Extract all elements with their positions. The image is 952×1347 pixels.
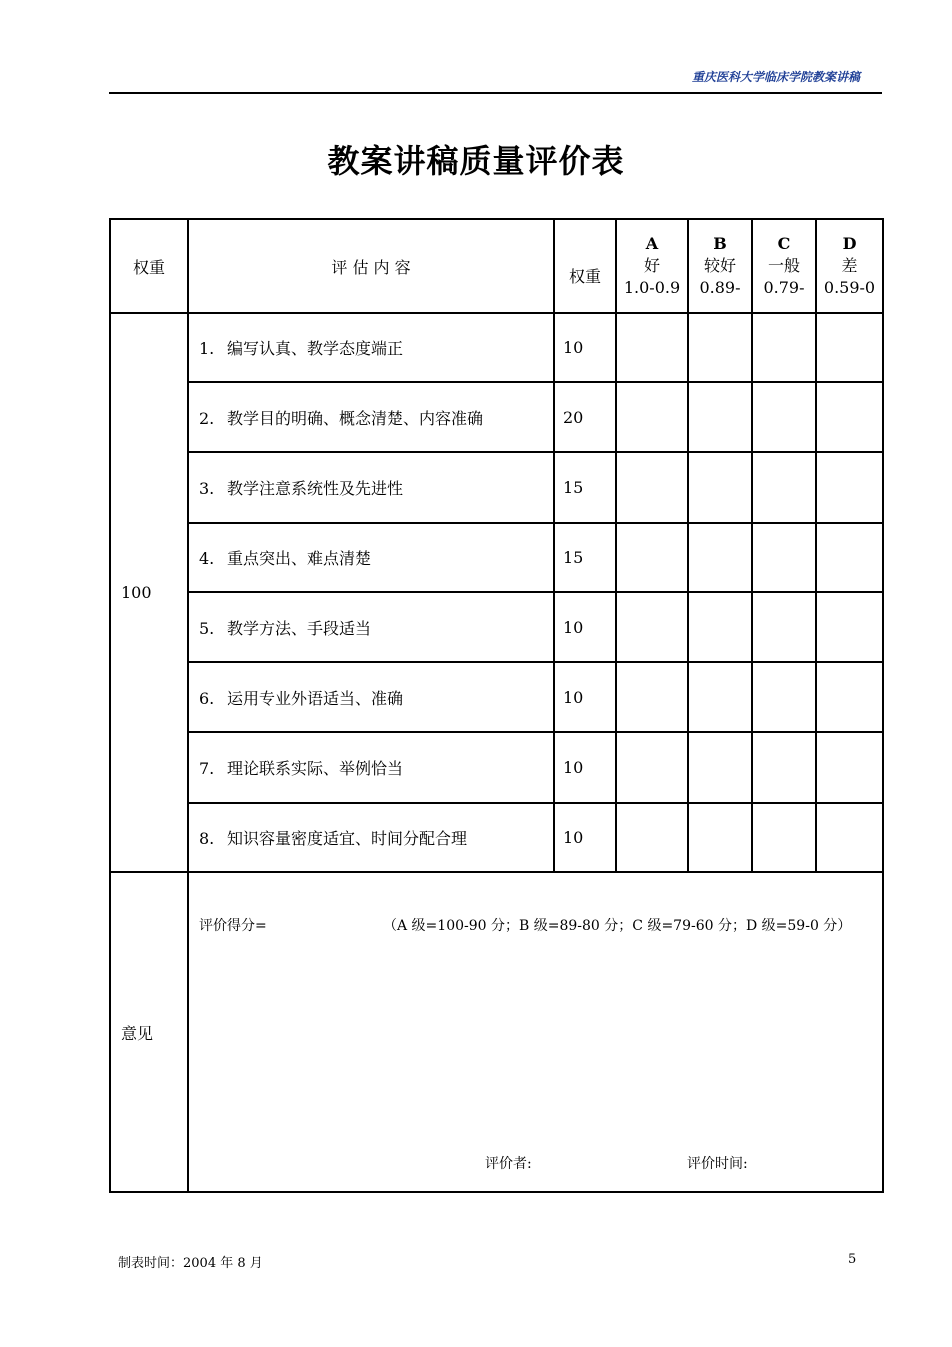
opinion-area[interactable] bbox=[188, 872, 883, 1192]
score-cell[interactable] bbox=[616, 382, 688, 452]
footer-date: 制表时间：2004 年 8 月 bbox=[118, 1256, 263, 1271]
score-cell[interactable] bbox=[616, 803, 688, 872]
score-cell[interactable] bbox=[752, 662, 816, 732]
score-cell[interactable] bbox=[616, 662, 688, 732]
score-cell[interactable] bbox=[688, 803, 752, 872]
score-label: 评价得分= bbox=[199, 918, 267, 934]
evaluation-table bbox=[109, 218, 884, 1193]
grade-d: D 差 0.59-0 bbox=[816, 219, 883, 313]
grade-scale-note: （A 级=100-90 分；B 级=89-80 分；C 级=79-60 分；D 级=59-0 分） bbox=[383, 918, 852, 934]
table-row bbox=[110, 592, 883, 662]
score-cell[interactable] bbox=[752, 803, 816, 872]
score-cell[interactable] bbox=[816, 803, 883, 872]
score-cell[interactable] bbox=[816, 382, 883, 452]
score-cell[interactable] bbox=[688, 452, 752, 523]
criterion-6: 6. 运用专业外语适当、准确 bbox=[188, 662, 554, 732]
criterion-2-weight: 20 bbox=[554, 382, 616, 452]
criterion-1: 1. 编写认真、教学态度端正 bbox=[188, 313, 554, 382]
table-row bbox=[110, 313, 883, 382]
score-cell[interactable] bbox=[616, 732, 688, 803]
table-row bbox=[110, 803, 883, 872]
score-cell[interactable] bbox=[816, 592, 883, 662]
header-row bbox=[110, 219, 883, 313]
score-cell[interactable] bbox=[688, 382, 752, 452]
criterion-8: 8. 知识容量密度适宜、时间分配合理 bbox=[188, 803, 554, 872]
score-cell[interactable] bbox=[688, 662, 752, 732]
criterion-6-weight: 10 bbox=[554, 662, 616, 732]
table-row bbox=[110, 382, 883, 452]
criterion-5: 5. 教学方法、手段适当 bbox=[188, 592, 554, 662]
score-cell[interactable] bbox=[752, 452, 816, 523]
score-cell[interactable] bbox=[752, 313, 816, 382]
table-row bbox=[110, 662, 883, 732]
score-cell[interactable] bbox=[816, 313, 883, 382]
evaluation-time-label: 评价时间: bbox=[687, 1156, 748, 1172]
criterion-3-weight: 15 bbox=[554, 452, 616, 523]
criterion-1-weight: 10 bbox=[554, 313, 616, 382]
opinion-row bbox=[110, 872, 883, 1192]
score-cell[interactable] bbox=[616, 313, 688, 382]
total-weight: 100 bbox=[110, 313, 188, 872]
score-cell[interactable] bbox=[688, 523, 752, 592]
header-rule bbox=[109, 92, 882, 94]
score-cell[interactable] bbox=[616, 452, 688, 523]
score-cell[interactable] bbox=[688, 592, 752, 662]
criterion-7-weight: 10 bbox=[554, 732, 616, 803]
header-score-weight: 权重 bbox=[554, 219, 616, 313]
score-cell[interactable] bbox=[752, 382, 816, 452]
score-cell[interactable] bbox=[752, 523, 816, 592]
score-cell[interactable] bbox=[816, 732, 883, 803]
score-cell[interactable] bbox=[752, 732, 816, 803]
table-row bbox=[110, 732, 883, 803]
score-cell[interactable] bbox=[616, 592, 688, 662]
grade-a: A 好 1.0-0.9 bbox=[616, 219, 688, 313]
header-weight: 权重 bbox=[110, 219, 188, 313]
score-cell[interactable] bbox=[816, 662, 883, 732]
criterion-2: 2. 教学目的明确、概念清楚、内容准确 bbox=[188, 382, 554, 452]
score-cell[interactable] bbox=[816, 523, 883, 592]
criterion-4: 4. 重点突出、难点清楚 bbox=[188, 523, 554, 592]
criterion-7: 7. 理论联系实际、举例恰当 bbox=[188, 732, 554, 803]
opinion-label: 意见 bbox=[110, 872, 188, 1192]
header-institution: 重庆医科大学临床学院教案讲稿 bbox=[691, 70, 860, 84]
score-cell[interactable] bbox=[816, 452, 883, 523]
criterion-3: 3. 教学注意系统性及先进性 bbox=[188, 452, 554, 523]
criterion-4-weight: 15 bbox=[554, 523, 616, 592]
score-cell[interactable] bbox=[688, 732, 752, 803]
grade-b: B 较好 0.89- bbox=[688, 219, 752, 313]
page-title: 教案讲稿质量评价表 bbox=[327, 142, 625, 180]
score-cell[interactable] bbox=[688, 313, 752, 382]
score-cell[interactable] bbox=[752, 592, 816, 662]
table-row bbox=[110, 452, 883, 523]
score-cell[interactable] bbox=[616, 523, 688, 592]
criterion-8-weight: 10 bbox=[554, 803, 616, 872]
criterion-5-weight: 10 bbox=[554, 592, 616, 662]
table-row bbox=[110, 523, 883, 592]
evaluator-label: 评价者: bbox=[485, 1156, 532, 1172]
grade-c: C 一般 0.79- bbox=[752, 219, 816, 313]
header-content: 评 估 内 容 bbox=[188, 219, 554, 313]
page-number: 5 bbox=[848, 1252, 857, 1267]
